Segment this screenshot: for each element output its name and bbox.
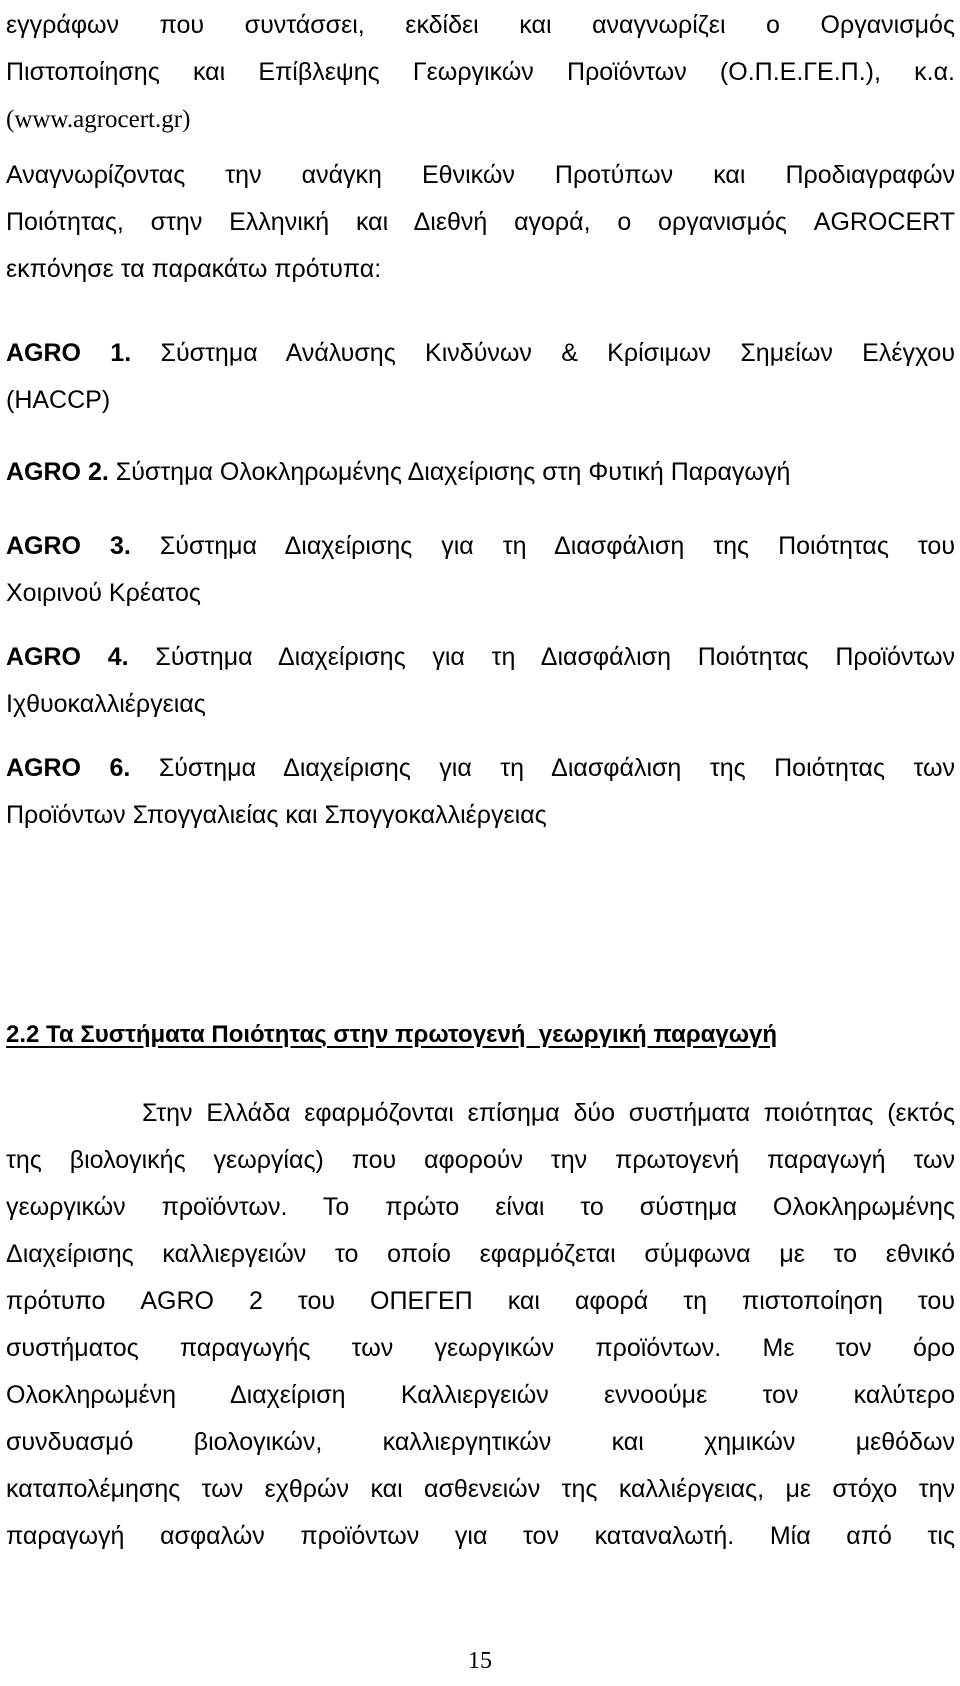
- standard-title: Σύστημα Ανάλυσης Κινδύνων & Κρίσιμων Σημείων Ελέγχου: [160, 339, 955, 367]
- paragraph-line: Στην Ελλάδα εφαρμόζονται επίσημα δύο συστήματα ποιότητας (εκτός: [142, 1099, 955, 1127]
- standard-title-continuation: Ιχθυοκαλλιέργειας: [6, 690, 206, 718]
- standard-title: Σύστημα Ολοκληρωμένης Διαχείρισης στη Φυτική Παραγωγή: [115, 458, 791, 486]
- paragraph-line: γεωργικών προϊόντων. Το πρώτο είναι το σύστημα Ολοκληρωμένης: [6, 1193, 955, 1221]
- standard-title: Σύστημα Διαχείρισης για τη Διασφάλιση της Ποιότητας των: [158, 754, 956, 782]
- paragraph-agrocert-line-2: Ποιότητας, στην Ελληνική και Διεθνή αγορά, ο οργανισμός AGROCERT: [6, 208, 955, 236]
- standard-code: AGRO 1.: [6, 339, 132, 367]
- standard-code: AGRO 2.: [6, 458, 109, 486]
- standard-code: AGRO 6.: [6, 754, 131, 782]
- intro-line-3: (www.agrocert.gr): [6, 106, 191, 133]
- standard-item-agro-4: [6, 634, 955, 728]
- standard-code: AGRO 3.: [6, 532, 131, 560]
- intro-paragraph: [6, 2, 955, 143]
- paragraph-line: Ολοκληρωμένη Διαχείριση Καλλιεργειών εννοούμε τον καλύτερο: [6, 1381, 955, 1409]
- standard-line: [6, 634, 955, 681]
- paragraph-agrocert-line-1: Αναγνωρίζοντας την ανάγκη Εθνικών Προτύπων και Προδιαγραφών: [6, 161, 955, 189]
- paragraph-line: πρότυπο AGRO 2 του ΟΠΕΓΕΠ και αφορά τη πιστοποίηση του: [6, 1287, 955, 1315]
- paragraph-quality-systems: [6, 1090, 955, 1560]
- standard-item-agro-2: [6, 449, 955, 496]
- standard-item-agro-3: [6, 523, 955, 617]
- paragraph-line: συστήματος παραγωγής των γεωργικών προϊόντων. Με τον όρο: [6, 1334, 955, 1362]
- paragraph-agrocert: [6, 152, 955, 293]
- standard-title: Σύστημα Διαχείρισης για τη Διασφάλιση της Ποιότητας του: [159, 532, 955, 560]
- standard-line: [6, 330, 955, 377]
- standard-line: [6, 523, 955, 570]
- standard-item-agro-1: [6, 330, 955, 424]
- paragraph-line: συνδυασμό βιολογικών, καλλιεργητικών και χημικών μεθόδων: [6, 1428, 955, 1456]
- standard-line: [6, 745, 955, 792]
- paragraph-line: παραγωγή ασφαλών προϊόντων για τον καταναλωτή. Μία από τις: [6, 1522, 955, 1550]
- standard-item-agro-6: [6, 745, 955, 839]
- page-number: 15: [468, 1648, 492, 1674]
- standard-title-continuation: Προϊόντων Σπογγαλιείας και Σπογγοκαλλιέργειας: [6, 801, 547, 829]
- paragraph-agrocert-line-3: εκπόνησε τα παρακάτω πρότυπα:: [6, 255, 382, 283]
- standard-code: AGRO 4.: [6, 643, 129, 671]
- paragraph-line: Διαχείρισης καλλιεργειών το οποίο εφαρμόζεται σύμφωνα με το εθνικό: [6, 1240, 955, 1268]
- section-heading: 2.2 Τα Συστήματα Ποιότητας στην πρωτογενή γεωργική παραγωγή: [6, 1021, 778, 1048]
- paragraph-line: καταπολέμησης των εχθρών και ασθενειών της καλλιέργειας, με στόχο την: [6, 1475, 955, 1503]
- paragraph-line: της βιολογικής γεωργίας) που αφορούν την πρωτογενή παραγωγή των: [6, 1146, 955, 1174]
- standard-line: [6, 449, 955, 496]
- intro-line-2: Πιστοποίησης και Επίβλεψης Γεωργικών Προϊόντων (Ο.Π.Ε.ΓΕ.Π.), κ.α.: [6, 58, 955, 86]
- standard-title: Σύστημα Διαχείρισης για τη Διασφάλιση Ποιότητας Προϊόντων: [155, 643, 956, 671]
- standard-title-continuation: Χοιρινού Κρέατος: [6, 579, 201, 607]
- intro-line-1: εγγράφων που συντάσσει, εκδίδει και αναγνωρίζει ο Οργανισμός: [6, 11, 955, 39]
- standard-title-continuation: (HACCP): [6, 386, 111, 414]
